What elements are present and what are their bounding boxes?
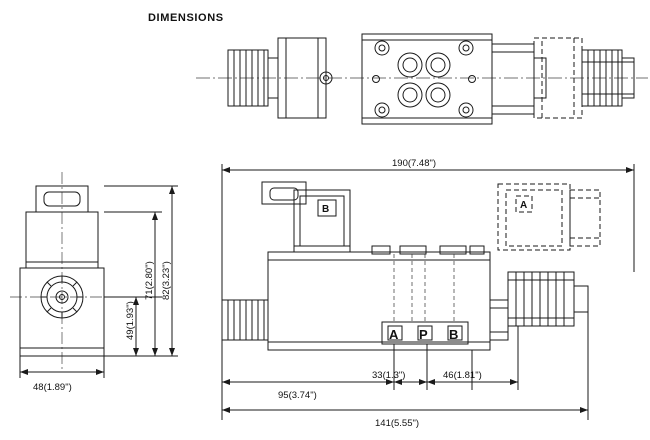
side-view-main [222,164,634,420]
dimension-label-width-48: 48(1.89") [33,382,72,393]
dimension-label-height-49: 49(1.93") [125,301,136,340]
dimension-label-end-46: 46(1.81") [443,370,482,381]
dimension-label-height-82: 82(3.23") [161,261,172,300]
side-view-right-hidden-block [570,190,600,246]
side-view-coil-a-hidden [498,184,570,250]
dimension-label-ports-33: 33(1.3") [372,370,406,381]
side-view-right-nut [508,272,588,326]
top-view-left-coil [278,38,332,118]
coil-label-b: B [322,204,330,215]
dimension-label-overall-190: 190(7.48") [392,158,437,169]
side-view-left-nut [222,300,268,340]
side-view-mount-bosses [372,246,484,254]
port-label-p: P [419,327,428,342]
side-view-coil-b [294,190,350,252]
side-view-right-stub [490,300,508,340]
dimension-bottom-chain [222,312,588,420]
page-title: DIMENSIONS [148,12,224,24]
top-view-body [362,34,492,124]
coil-label-a: A [520,200,528,211]
side-view-port-leaders [394,254,454,322]
top-view-right-block [492,44,534,114]
dimension-label-body-95: 95(3.74") [278,390,317,401]
dimension-label-total-141: 141(5.55") [375,418,420,429]
port-label-b: B [449,327,459,342]
side-view-connector [262,182,306,204]
port-label-a: A [389,327,399,342]
top-view [196,34,648,124]
dimension-label-height-71: 71(2.80") [144,261,155,300]
